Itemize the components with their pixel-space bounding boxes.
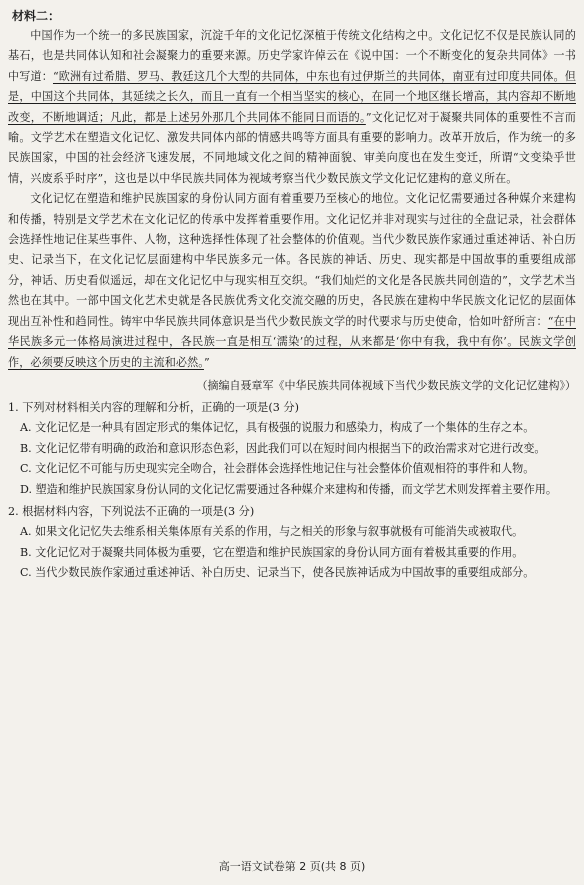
paragraph-2-text-b: ” xyxy=(203,355,210,369)
source-citation: （摘编自聂章军《中华民族共同体视域下当代少数民族文学的文化记忆建构》） xyxy=(196,378,576,392)
question-1-option-a: A. 文化记忆是一种具有固定形式的集体记忆，具有极强的说服力和感染力，构成了一个集体的生存之本。 xyxy=(20,420,535,434)
question-2-option-a: A. 如果文化记忆失去维系相关集体原有关系的作用，与之相关的形象与叙事就极有可能消失或被取代。 xyxy=(20,525,524,539)
question-1-option-c: C. 文化记忆不可能与历史现实完全吻合，社会群体会选择性地记住与社会整体价值观相符的事件和人物。 xyxy=(20,462,535,476)
question-1 xyxy=(8,397,576,500)
question-2-option-b: B. 文化记忆对于凝聚共同体极为重要，它在塑造和维护民族国家的身份认同方面有着极其重要的作用。 xyxy=(20,545,524,559)
question-1-stem: 1. 下列对材料相关内容的理解和分析，正确的一项是(3 分) xyxy=(8,400,299,414)
question-2-option-c: C. 当代少数民族作家通过重述神话、补白历史、记录当下，使各民族神话成为中国故事的重要组成部分。 xyxy=(20,566,535,580)
paragraph-1-quote: “欧洲有过希腊、罗马、教廷这几个大型的共同体，中东也有过伊斯兰的共同体，南亚有过印度共同体。但是，中国这个共同体，其延续之长久，而且一直有一个相当坚实的核心，在同一个地区继长增高，其内容却不断地改变，不断地调适；凡此，都是上述另外那几个共同体不能同日而语的。 xyxy=(8,69,576,124)
question-1-option-b: B. 文化记忆带有明确的政治和意识形态色彩，因此我们可以在短时间内根据当下的政治需求对它进行改变。 xyxy=(20,441,546,455)
paragraph-2 xyxy=(8,189,576,373)
question-1-option-d: D. 塑造和维护民族国家身份认同的文化记忆需要通过各种媒介来建构和传播，而文学艺术则发挥着主要作用。 xyxy=(20,482,557,496)
paragraph-1 xyxy=(8,26,576,189)
question-2-stem: 2. 根据材料内容，下列说法不正确的一项是(3 分) xyxy=(8,505,255,519)
exam-page xyxy=(8,8,576,584)
page-footer: 高一语文试卷第 2 页(共 8 页) xyxy=(218,860,366,873)
question-2 xyxy=(8,501,576,584)
paragraph-1-text-a: 中国作为一个统一的多民族国家，沉淀千年的文化记忆深植于传统文化结构之中。文化记忆不仅是民族认同的基石，也是共同体认知和社会凝聚力的重要来源。历史学家许倬云在《说中国：一个不断变化的复杂共同体》一书中写道： xyxy=(8,29,576,83)
material-title: 材料二： xyxy=(12,9,61,23)
paragraph-2-quote: “在中华民族多元一体格局演进过程中，各民族一直是相互‘濡染’的过程，从来都是‘你中有我，我中有你’。民族文学创作，必须要反映这个历史的主流和必然。 xyxy=(8,314,576,369)
paragraph-1-text-b: ”文化记忆对于凝聚共同体的重要性不言而喻。文学艺术在塑造文化记忆、激发共同体内部的情感共鸣等方面具有重要的影响力。改革开放后，作为统一的多民族国家，中国的社会经济飞速发展，不同地域文化之间的精神面貌、审美向度也在发生变迁，所谓“文变染乎世情，兴废系乎时序”，这也是以中华民族共同体为视域考察当代少数民族文学文化记忆建构的意义所在。 xyxy=(8,110,576,185)
paragraph-2-text-a: 文化记忆在塑造和维护民族国家的身份认同方面有着重要乃至核心的地位。文化记忆需要通过各种媒介来建构和传播，特别是文学艺术在文化记忆的传承中发挥着重要作用。文化记忆并非对现实与过往的全盘记录，社会群体会选择性地记住某些事件、人物，这种选择性体现了社会整体的价值观。当代少数民族作家通过重述神话、补白历史、记录当下，在文化记忆层面建构中华民族多元一体。各民族的神话、历史、现实都是中国故事的重要组成部分，神话、历史看似遥远，却在文化记忆中与现实相互交织。“我们灿烂的文化是各民族共同创造的”，文学艺术当然也在其中。一部中国文化艺术史就是各民族优秀文化交流交融的历史，各民族在建构中华民族文化记忆的层面体现出互补性和趋同性。铸牢中华民族共同体意识是当代少数民族文学的时代要求与历史使命，恰如叶舒所言： xyxy=(8,192,576,328)
